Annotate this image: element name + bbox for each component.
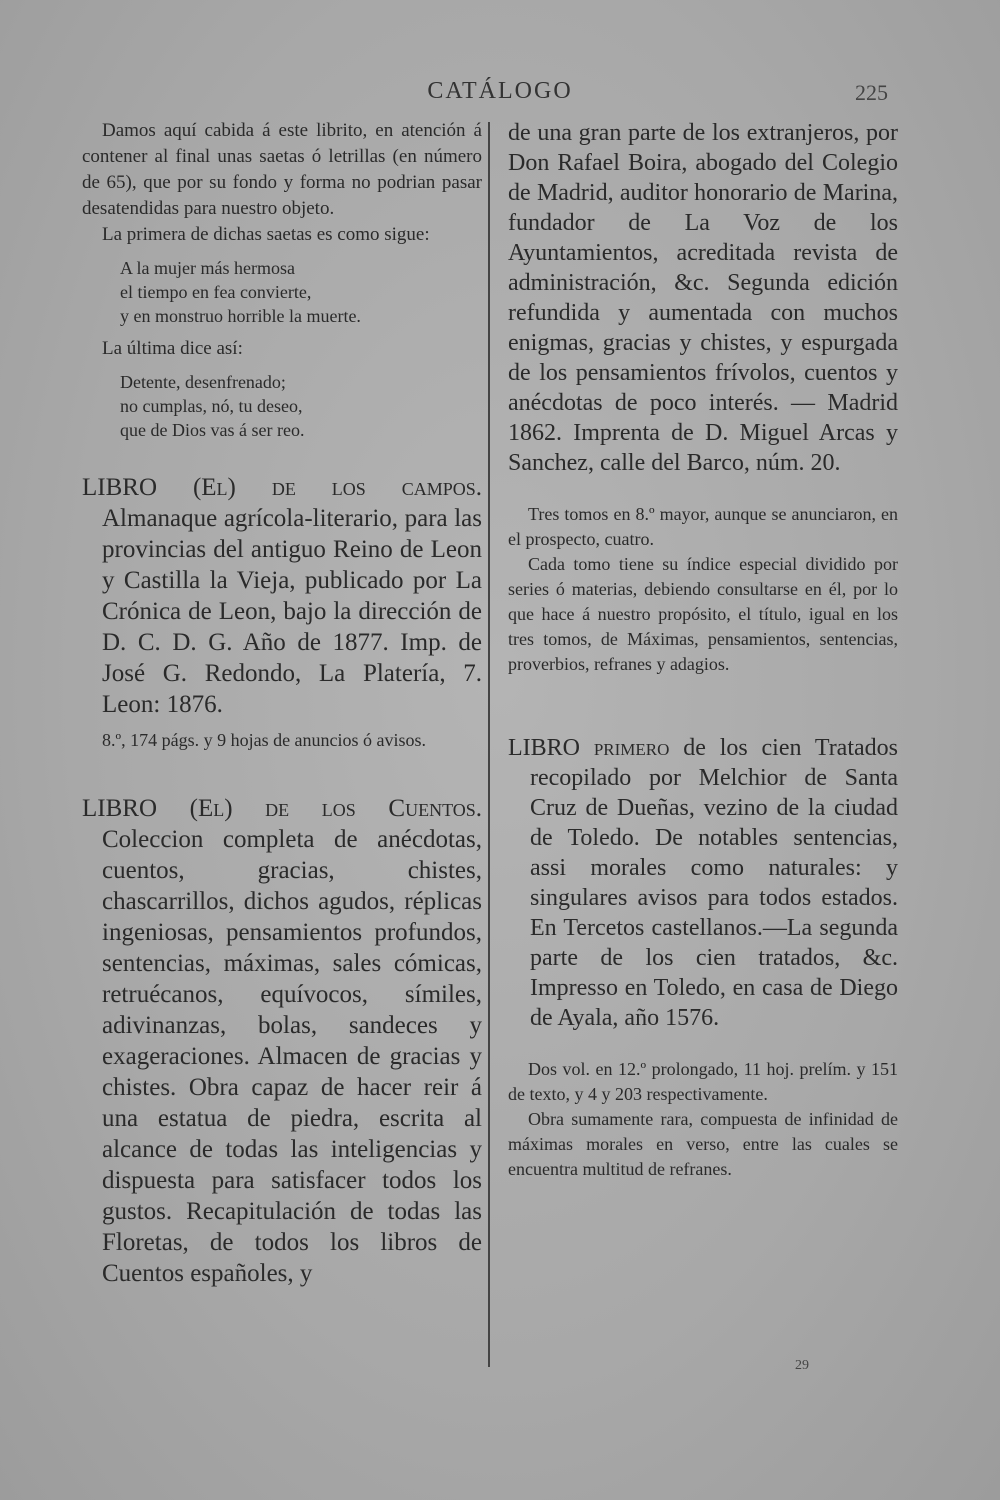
entry-note: Obra sumamente rara, compuesta de infinidad de máximas morales en verso, entre las cuales se encuentra multitud de refranes. <box>508 1109 898 1179</box>
catalog-entry-libro-primero <box>508 733 898 1033</box>
verse-line: Detente, desenfrenado; <box>120 372 286 392</box>
verse-line: no cumplas, nó, tu deseo, <box>120 396 303 416</box>
catalog-entry-libro-cuentos <box>82 793 482 1289</box>
entry-continuation: de una gran parte de los extranjeros, por Don Rafael Boira, abogado del Colegio de Madrid, auditor honorario de Marina, fundador de La Voz de los Ayuntamientos, acreditada revista de administración, &c. Segunda edición refundida y aumentada con muchos enigmas, gracias y chistes, y espurgada de los pensamientos frívolos, cuentos y anécdotas de poco interés. — Madrid 1862. Imprenta de D. Miguel Arcas y Sanchez, calle del Barco, núm. 20. <box>508 120 898 476</box>
entry-heading: LIBRO primero <box>508 735 670 761</box>
verse-line: el tiempo en fea convierte, <box>120 282 312 302</box>
intro-paragraph-2: La primera de dichas saetas es como sigue: <box>102 224 430 245</box>
intro-paragraph-3: La última dice así: <box>102 338 243 359</box>
catalog-entry-libro-campos <box>82 472 482 720</box>
verse-line: que de Dios vas á ser reo. <box>120 420 305 440</box>
left-column <box>82 118 482 1289</box>
running-header: CATÁLOGO <box>427 78 573 104</box>
entry-heading: LIBRO (El) de los Cuentos. <box>82 795 482 822</box>
entry-note: Tres tomos en 8.º mayor, aunque se anunciaron, en el prospecto, cuatro. <box>508 504 898 549</box>
entry-body: Almanaque agrícola-literario, para las provincias del antiguo Reino de Leon y Castilla la Vieja, publicado por La Crónica de Leon, bajo la dirección de D. C. D. G. Año de 1877. Imp. de José G. Redondo, La Platería, 7. Leon: 1876. <box>102 505 482 718</box>
entry-note: 8.º, 174 págs. y 9 hojas de anuncios ó avisos. <box>102 730 427 750</box>
column-divider <box>488 122 490 1367</box>
verse-last-saeta <box>82 370 482 442</box>
entry-heading: LIBRO (El) de los campos. <box>82 474 482 501</box>
entry-body: de los cien Tratados recopilado por Melchior de Santa Cruz de Dueñas, vezino de la ciudad de Toledo. De notables sentencias, assi morales como naturales: y singulares avisos para todos estados. En Tercetos castellanos.—La segunda parte de los cien tratados, &c. Impresso en Toledo, en casa de Diego de Ayala, año 1576. <box>530 735 898 1031</box>
entry-note: Cada tomo tiene su índice especial dividido por series ó materias, debiendo consultarse en él, por lo que hace á nuestro propósito, el título, igual en los tres tomos, de Máximas, pensamientos, sentencias, proverbios, refranes y adagios. <box>508 554 898 674</box>
entry-body: Coleccion completa de anécdotas, cuentos, gracias, chistes, chascarrillos, dichos agudos, réplicas ingeniosas, pensamientos profundos, sentencias, máximas, sales cómicas, retruécanos, equívocos, símiles, adivinanzas, bolas, sandeces y exageraciones. Almacen de gracias y chistes. Obra capaz de hacer reir á una estatua de piedra, escrita al alcance de todas las inteligencias y dispuesta para satisfacer todos los gustos. Recapitulación de todas las Floretas, de todos los libros de Cuentos españoles, y <box>102 826 482 1287</box>
printer-signature: 29 <box>795 1358 809 1373</box>
verse-line: y en monstruo horrible la muerte. <box>120 306 361 326</box>
right-column <box>508 118 898 1182</box>
intro-paragraph-1: Damos aquí cabida á este librito, en atención á contener al final unas saetas ó letrillas (en número de 65), que por su fondo y forma no podrian pasar desatendidas para nuestro objeto. <box>82 120 482 219</box>
entry-note: Dos vol. en 12.º prolongado, 11 hoj. prelím. y 151 de texto, y 4 y 203 respectivamente. <box>508 1059 898 1104</box>
verse-line: A la mujer más hermosa <box>120 258 295 278</box>
verse-first-saeta <box>82 256 482 328</box>
page-number: 225 <box>855 80 888 105</box>
